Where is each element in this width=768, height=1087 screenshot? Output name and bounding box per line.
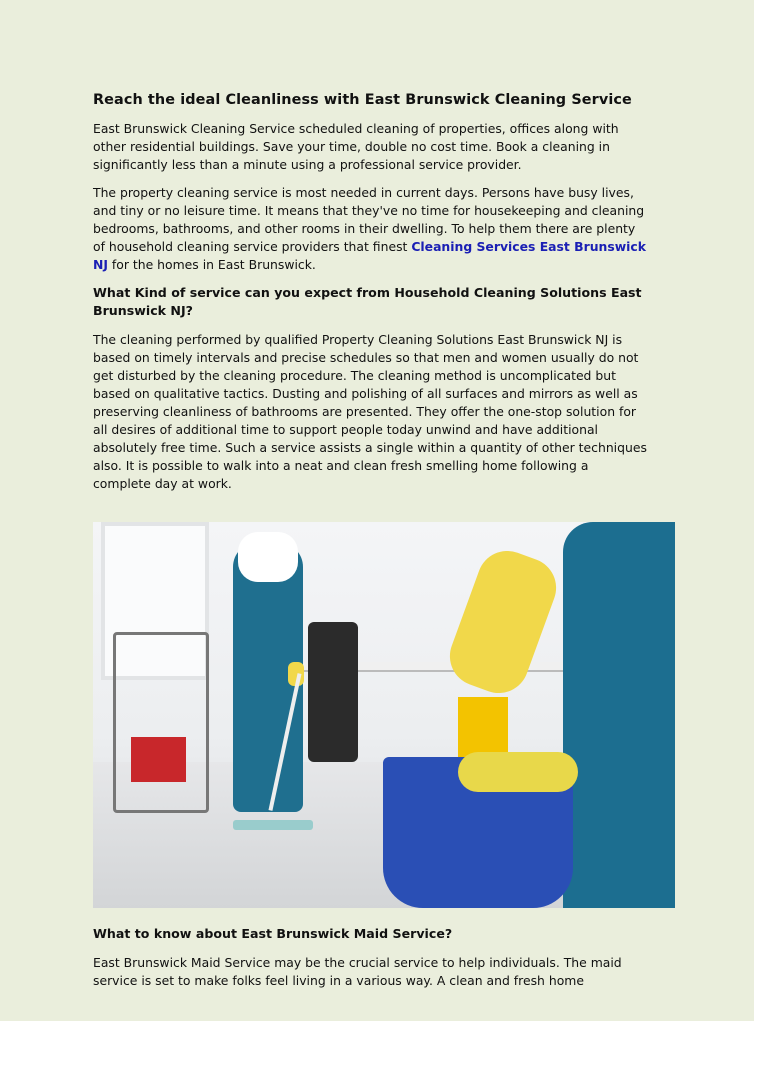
maid-paragraph xyxy=(93,954,683,990)
cleaning-services-link-cont[interactable]: NJ xyxy=(93,257,108,272)
text-line: other residential buildings. Save your time, double no cost time. Book a cleaning in xyxy=(93,139,610,154)
text-line: bedrooms, bathrooms, and other rooms in their dwelling. To help them there are plenty xyxy=(93,221,636,236)
text-line: complete day at work. xyxy=(93,476,232,491)
text-line: for the homes in East Brunswick. xyxy=(107,257,316,272)
text-line: The cleaning performed by qualified Property Cleaning Solutions East Brunswick NJ is xyxy=(93,332,623,347)
intro-paragraph xyxy=(93,120,683,174)
text-line: based on timely intervals and precise schedules so that men and women usually do not xyxy=(93,350,639,365)
cleaning-cart xyxy=(113,632,209,813)
text-line: all desires of additional time to support people today unwind and have additional xyxy=(93,422,598,437)
text-line: The property cleaning service is most needed in current days. Persons have busy lives, xyxy=(93,185,634,200)
article xyxy=(93,92,683,503)
shirt xyxy=(238,532,298,582)
page-title: Reach the ideal Cleanliness with East Brunswick Cleaning Service xyxy=(93,92,632,108)
wringer xyxy=(458,752,578,792)
text-line: East Brunswick Cleaning Service scheduled cleaning of properties, offices along with xyxy=(93,121,619,136)
section-heading: What Kind of service can you expect from Household Cleaning Solutions East Brunswick NJ? xyxy=(93,285,642,318)
cleaner-right xyxy=(563,522,675,908)
mop xyxy=(233,820,313,830)
maid-service-section xyxy=(93,925,683,1000)
caution-sign xyxy=(458,697,508,757)
services-paragraph xyxy=(93,184,683,274)
text-line: significantly less than a minute using a professional service provider. xyxy=(93,157,522,172)
red-bucket xyxy=(131,737,186,782)
text-line: get disturbed by the cleaning procedure. The cleaning method is uncomplicated but xyxy=(93,368,616,383)
cleaning-services-link[interactable]: Cleaning Services East Brunswick xyxy=(411,239,646,254)
text-line: and tiny or no leisure time. It means that they've no time for housekeeping and cleaning xyxy=(93,203,645,218)
section-heading: What to know about East Brunswick Maid Service? xyxy=(93,926,453,941)
text-line: preserving cleanliness of bathrooms are presented. They offer the one-stop solution for xyxy=(93,404,637,419)
yellow-glove xyxy=(441,543,564,702)
text-line: based on qualitative tactics. Dusting and polishing of all surfaces and mirrors as well as xyxy=(93,386,638,401)
text-line: East Brunswick Maid Service may be the crucial service to help individuals. The maid xyxy=(93,955,622,970)
text-line: absolutely free time. Such a service assists a single within a quantity of other techniques xyxy=(93,440,647,455)
text-line: service is set to make folks feel living in a various way. A clean and fresh home xyxy=(93,973,584,988)
text-line: of household cleaning service providers that finest xyxy=(93,239,412,254)
cleaning-photo xyxy=(93,522,675,908)
chair xyxy=(308,622,358,762)
expectations-paragraph xyxy=(93,331,683,493)
text-line: also. It is possible to walk into a neat and clean fresh smelling home following a xyxy=(93,458,589,473)
